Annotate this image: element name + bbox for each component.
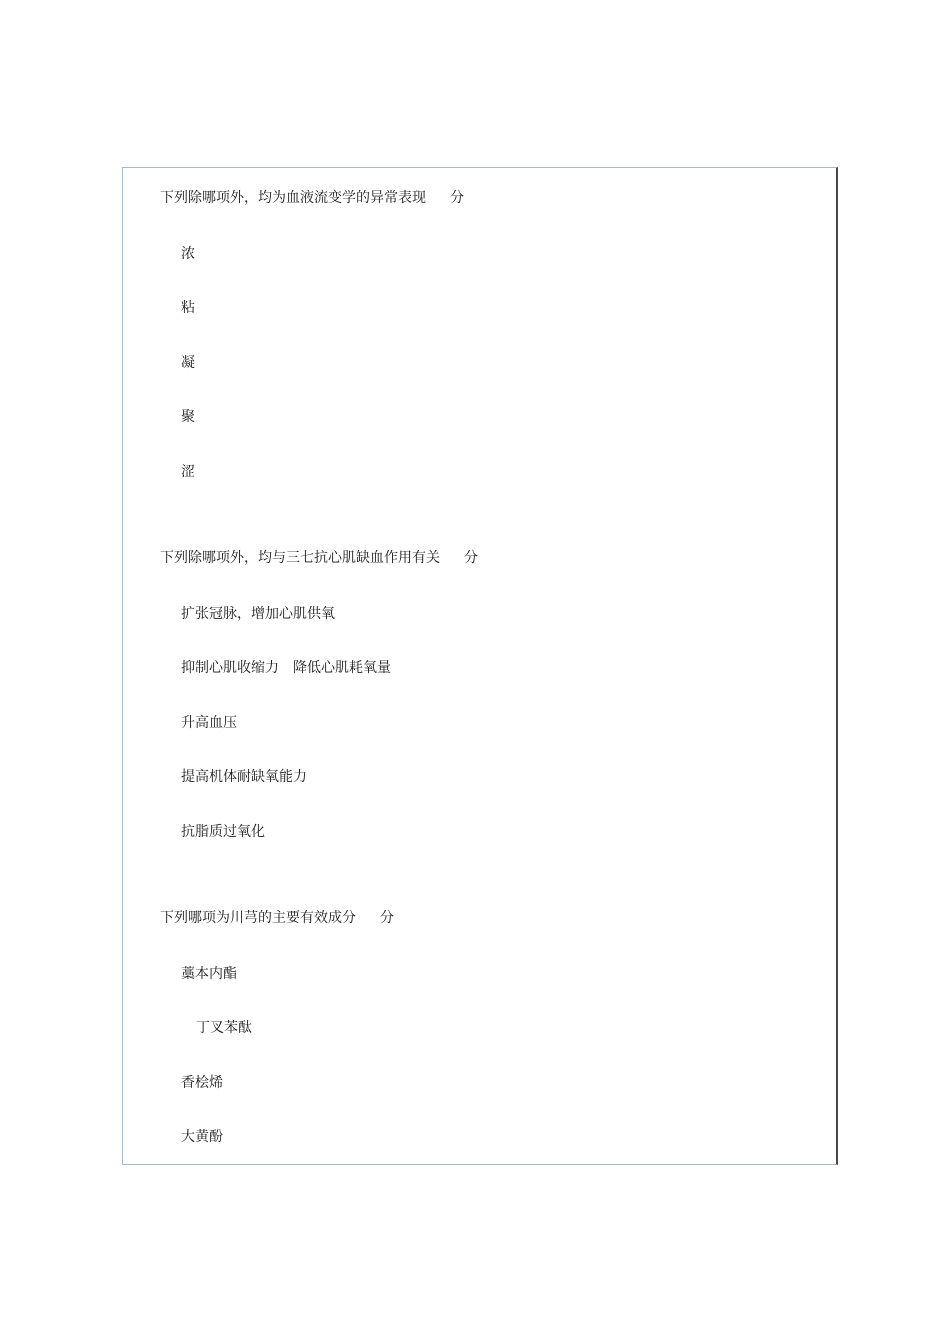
question-2-option-3[interactable]: 升高血压 xyxy=(181,715,237,731)
question-1-option-4[interactable]: 聚 xyxy=(181,409,195,425)
question-2 xyxy=(160,549,478,567)
question-2-option-2[interactable]: 抑制心肌收缩力 降低心肌耗氧量 xyxy=(181,660,391,676)
question-2-text: 下列除哪项外，均与三七抗心肌缺血作用有关 xyxy=(160,550,440,566)
question-2-option-4[interactable]: 提高机体耐缺氧能力 xyxy=(181,769,307,785)
question-1-option-5[interactable]: 涩 xyxy=(181,464,195,480)
question-3-score: 分 xyxy=(380,910,394,926)
question-3-option-4[interactable]: 大黄酚 xyxy=(181,1129,223,1145)
question-2-option-1[interactable]: 扩张冠脉，增加心肌供氧 xyxy=(181,606,335,622)
question-1-text: 下列除哪项外，均为血液流变学的异常表现 xyxy=(160,190,426,206)
question-2-score: 分 xyxy=(464,550,478,566)
question-1-score: 分 xyxy=(450,190,464,206)
question-1-option-3[interactable]: 凝 xyxy=(181,355,195,371)
question-1 xyxy=(160,189,464,207)
question-3-option-1[interactable]: 藁本内酯 xyxy=(181,966,237,982)
question-1-option-1[interactable]: 浓 xyxy=(181,246,195,262)
question-3 xyxy=(160,909,394,927)
question-3-option-3[interactable]: 香桧烯 xyxy=(181,1075,223,1091)
question-2-option-5[interactable]: 抗脂质过氧化 xyxy=(181,824,265,840)
question-3-text: 下列哪项为川芎的主要有效成分 xyxy=(160,910,356,926)
question-1-option-2[interactable]: 粘 xyxy=(181,300,195,316)
question-3-option-2[interactable]: 丁叉苯酞 xyxy=(196,1020,252,1036)
